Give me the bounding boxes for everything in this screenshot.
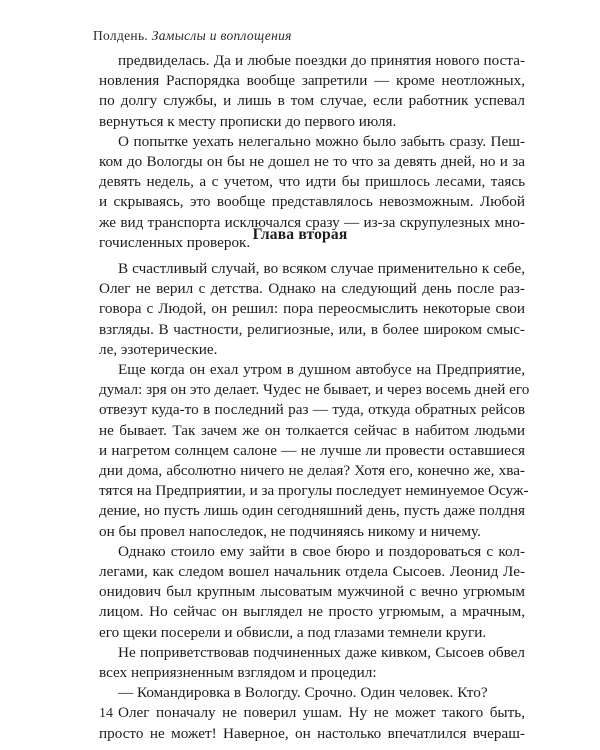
text-line: Олег не верил с детства. Однако на следующий день после раз- — [99, 280, 525, 298]
text-line: же вид транспорта исключался сразу — из-за скрупулезных мно- — [99, 213, 525, 231]
text-line: взгляды. В частности, религиозные, или, в более широком смыс- — [99, 320, 525, 338]
text-line: ком до Вологды он бы не дошел не то что за девять дней, но и за — [99, 153, 525, 171]
text-line: лицом. Но сейчас он выглядел не просто угрюмым, а мрачным, — [99, 603, 525, 621]
text-line: он бы провел напоследок, не подчиняясь никому и ничему. — [99, 522, 481, 540]
text-line: тятся на Предприятии, и за прогулы последует неминуемое Осуж- — [99, 482, 529, 500]
text-line: В счастливый случай, во всяком случае применительно к себе, — [118, 260, 525, 277]
running-header — [93, 28, 292, 44]
text-line: гочисленных проверок. — [99, 233, 251, 251]
text-line: ле, эзотерические. — [99, 340, 218, 358]
running-header-prefix: Полдень. — [93, 28, 152, 43]
text-line: онидович был крупным лысоватым мужчиной с вечно угрюмым — [99, 583, 525, 601]
chapter-heading: Глава вторая — [252, 226, 348, 243]
text-block-main — [99, 259, 530, 744]
text-line: думал: зря он это делает. Чудес не бывает, и через восемь дней его — [99, 381, 530, 399]
text-line: и скрываясь, это вообще представлялось невозможным. Любой — [99, 193, 525, 211]
text-line: Не поприветствовав подчиненных даже кивком, Сысоев обвел — [118, 643, 525, 661]
text-line: по долгу службы, и лишь в том случае, если работник успевал — [99, 92, 525, 110]
text-line: дение, но пусть лишь один сегодняшний день, пусть даже полдня — [99, 502, 525, 520]
text-line: — Командировка в Вологду. Срочно. Один человек. Кто? — [118, 684, 488, 702]
text-line: вернуться к месту прописки до первого июля. — [99, 112, 397, 130]
text-line: предвиделась. Да и любые поездки до принятия нового поста- — [118, 52, 525, 69]
paragraph — [99, 703, 525, 743]
text-line: говора с Людой, он решил: пора переосмыслить некоторые свои — [99, 300, 525, 318]
text-line: легами, как следом вошел начальник отдела Сысоев. Леонид Ле- — [99, 563, 525, 581]
text-line: его щеки посерели и обвисли, а под глазами темнели круги. — [99, 623, 487, 641]
paragraph — [99, 360, 530, 542]
text-line: Однако стоило ему зайти в свое бюро и поздороваться с кол- — [118, 542, 525, 560]
text-line: девять недель, а с учетом, что идти бы пришлось лесами, таясь — [99, 173, 525, 191]
text-line: новления Распорядка вообще запретили — кроме неотложных, — [99, 72, 525, 90]
paragraph — [99, 51, 525, 132]
text-line: не бывает. Так зачем же он толкается сейчас в набитом людьми — [99, 421, 525, 439]
paragraph — [99, 683, 525, 703]
text-line: отвезут куда-то в последний раз — туда, откуда обратных рейсов — [99, 401, 525, 419]
paragraph — [99, 259, 525, 360]
text-line: Еще когда он ехал утром в душном автобусе на Предприятие, — [118, 361, 525, 379]
page-number: 14 — [99, 706, 113, 721]
text-line: дни дома, абсолютно ничего не делая? Хотя его, конечно же, хва- — [99, 462, 525, 480]
text-line: Олег поначалу не поверил ушам. Ну не может такого быть, — [118, 704, 525, 722]
text-line: всех неприязненным взглядом и процедил: — [99, 664, 377, 682]
text-block-top — [99, 51, 525, 253]
text-line: О попытке уехать нелегально можно было забыть сразу. Пеш- — [118, 132, 525, 150]
text-line: и нагретом солнцем салоне — не лучше ли провести оставшиеся — [99, 441, 525, 459]
text-line: просто не может! Наверное, он настолько впечатлился вчераш- — [99, 724, 525, 742]
running-header-book-title: Замыслы и воплощения — [151, 28, 292, 43]
paragraph — [99, 643, 525, 683]
paragraph — [99, 542, 525, 643]
